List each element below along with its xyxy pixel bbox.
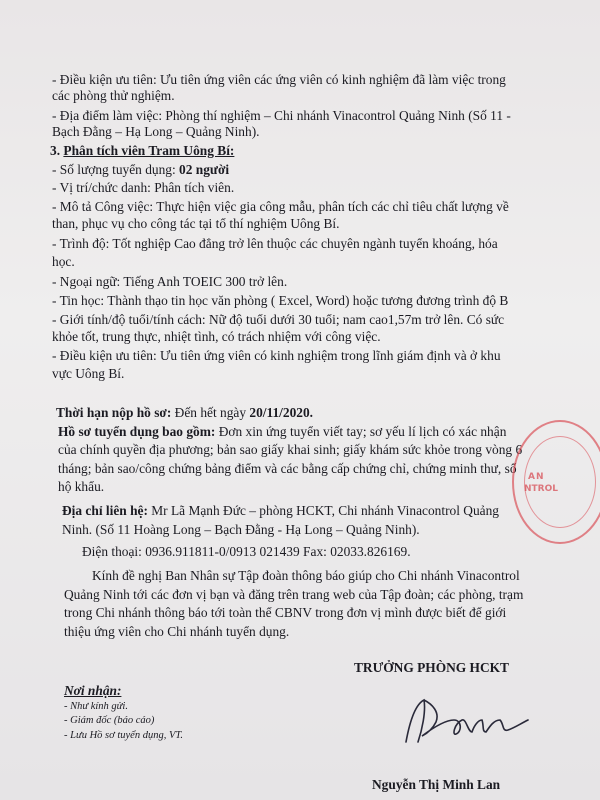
deadline-line (56, 405, 313, 421)
deadline-text: Đến hết ngày (171, 405, 250, 420)
text-line: - Giới tính/độ tuổi/tính cách: Nữ độ tuổi dưới 30 tuổi; nam cao1,57m trở lên. Có sức (52, 312, 505, 327)
text-line: các phòng thử nghiệm. (52, 88, 175, 103)
text-line: - Mô tả Công việc: Thực hiện việc gia công mẫu, phân tích các chỉ tiêu chất lượng về (52, 199, 509, 214)
text-line: Ninh. (Số 11 Hoàng Long – Bạch Đằng - Hạ Long – Quảng Ninh). (62, 522, 420, 537)
contact-label: Địa chỉ liên hệ: (62, 503, 148, 518)
stamp-inner-ring (524, 436, 596, 528)
label: - Số lượng tuyển dụng: (52, 162, 180, 177)
section-title: Phân tích viên Tram Uông Bí: (63, 143, 235, 158)
contact-text: Mr Lã Mạnh Đức – phòng HCKT, Chi nhánh Vinacontrol Quảng (147, 503, 500, 518)
text-line: - Tin học: Thành thạo tin học văn phòng ( Excel, Word) hoặc tương đương trình độ B (52, 293, 509, 308)
official-stamp (512, 420, 600, 544)
handwritten-signature (396, 690, 536, 750)
text-line: than, phục vụ cho công tác tại tổ thí nghiệm Uông Bí. (52, 216, 340, 231)
documents-text: Đơn xin ứng tuyển viết tay; sơ yếu lí lịch có xác nhận (215, 424, 507, 439)
text-line: thiệu ứng viên cho Chi nhánh tuyển dụng. (64, 624, 290, 639)
signatory-title: TRƯỞNG PHÒNG HCKT (354, 660, 509, 675)
section-heading (50, 143, 234, 159)
signatory-name: Nguyễn Thị Minh Lan (372, 777, 501, 792)
documents-line (58, 424, 506, 440)
phone-line: Điện thoại: 0936.911811-0/0913 021439 Fax: 02033.826169. (82, 544, 411, 559)
text-line: Bạch Đằng – Hạ Long – Quảng Ninh). (52, 124, 260, 139)
section-number: 3. (50, 143, 64, 158)
documents-label: Hồ sơ tuyển dụng bao gồm: (58, 424, 216, 439)
text-line: khỏe tốt, trung thực, nhiệt tình, có trách nhiệm với công việc. (52, 329, 381, 344)
text-line: - Điều kiện ưu tiên: Ưu tiên ứng viên có kinh nghiệm trong lĩnh giám định và ở khu (52, 348, 501, 363)
deadline-label: Thời hạn nộp hồ sơ: (56, 405, 172, 420)
contact-line (62, 503, 499, 519)
text-line: - Địa điểm làm việc: Phòng thí nghiệm – Chi nhánh Vinacontrol Quảng Ninh (Số 11 - (52, 108, 511, 123)
stamp-text: NTROL (524, 484, 558, 494)
text-line: Quảng Ninh tới các đơn vị bạn và đăng trên trang web của Tập đoàn; các phòng, trạm (64, 587, 524, 602)
text-line: - Ngoại ngữ: Tiếng Anh TOEIC 300 trở lên. (52, 274, 288, 289)
text-line (52, 162, 229, 178)
text-line: trong Chi nhánh thông báo tới toàn thể CBNV trong đơn vị mình được biết để giới (64, 605, 507, 620)
deadline-date: 20/11/2020. (249, 405, 314, 420)
recipient-item: - Như kính gửi. (64, 701, 128, 712)
text-line: - Vị trí/chức danh: Phân tích viên. (52, 180, 235, 195)
recipient-item: - Lưu Hồ sơ tuyển dụng, VT. (64, 730, 184, 741)
text-line: - Trình độ: Tốt nghiệp Cao đẳng trở lên thuộc các chuyên ngành tuyển khoáng, hóa (52, 236, 498, 251)
recipients-heading: Nơi nhận: (64, 683, 122, 698)
text-line: Kính đề nghị Ban Nhân sự Tập đoàn thông báo giúp cho Chi nhánh Vinacontrol (92, 568, 520, 583)
recipient-item: - Giám đốc (báo cáo) (64, 715, 155, 726)
stamp-text: AN (528, 472, 545, 482)
value: 02 người (179, 162, 230, 177)
text-line: của chính quyền địa phương; bản sao giấy khai sinh; giấy khám sức khỏe trong vòng 6 (58, 442, 523, 457)
text-line: học. (52, 254, 75, 269)
text-line: vực Uông Bí. (52, 366, 125, 381)
text-line: hộ khẩu. (58, 479, 105, 494)
text-line: - Điều kiện ưu tiên: Ưu tiên ứng viên các ứng viên có kinh nghiệm đã làm việc trong (52, 72, 506, 87)
text-line: tháng; bản sao/công chứng bảng điểm và các bằng cấp chứng chỉ, chứng minh thư, sổ (58, 461, 517, 476)
